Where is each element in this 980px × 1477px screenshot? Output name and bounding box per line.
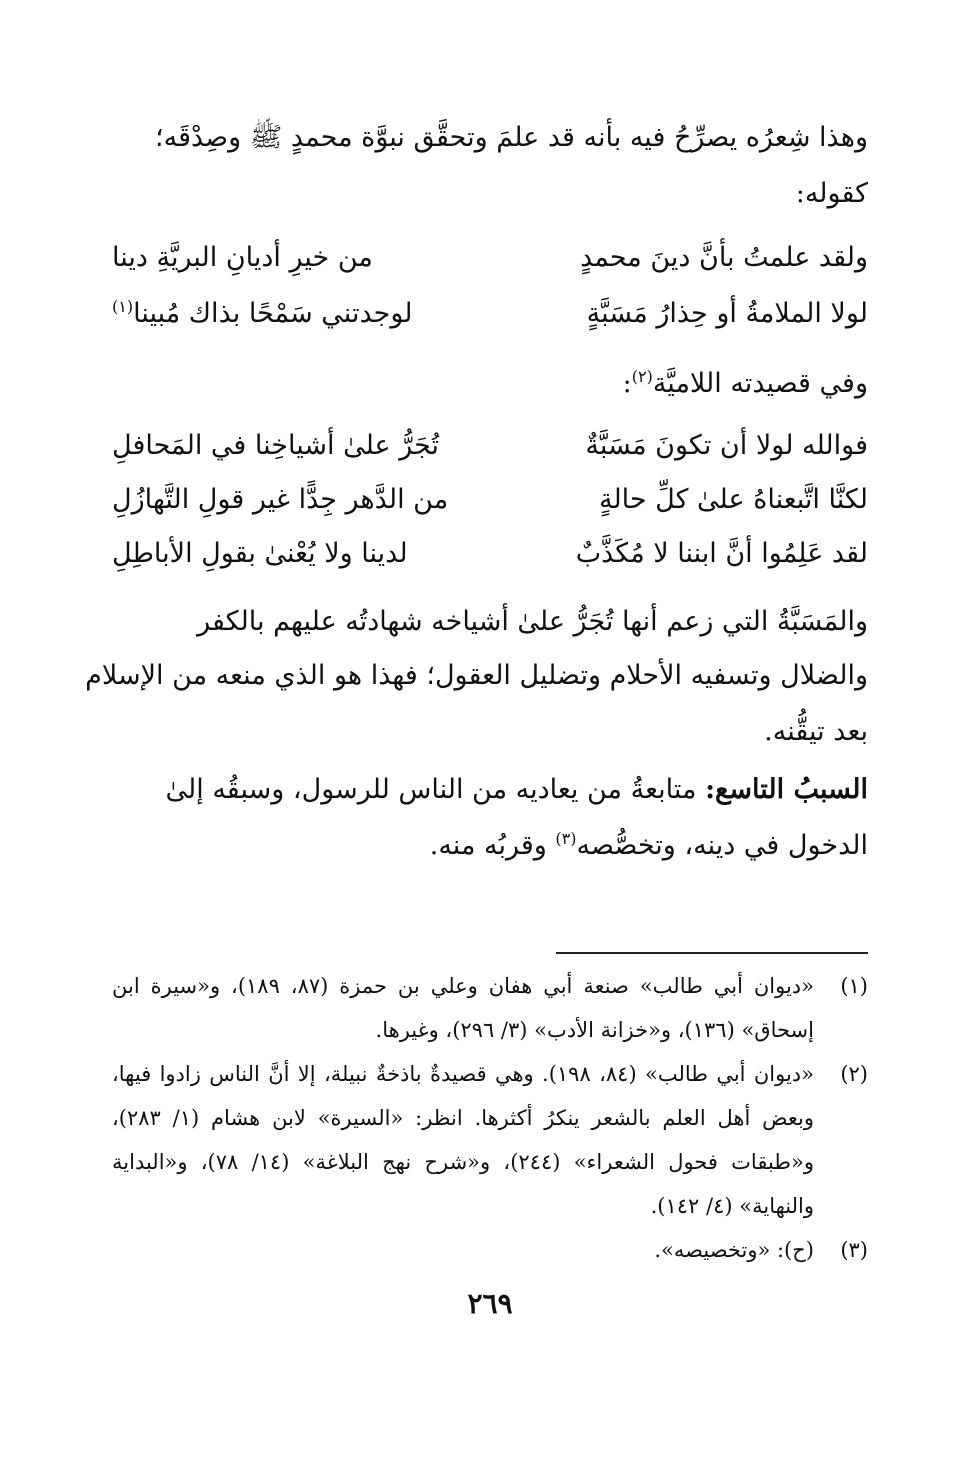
footnote-2 bbox=[112, 1052, 868, 1228]
explanation-line-1: والمَسَبَّةُ التي زعم أنها تُجَرُّ علىٰ أشياخه شهادتُه عليهم بالكفر bbox=[197, 606, 868, 637]
ninth-reason-line-2 bbox=[112, 826, 868, 866]
ninth-reason-text-start: الدخول في دينه، وتخصُّصه bbox=[576, 830, 868, 861]
verse-first-hemistich: لكنَّا اتَّبعناهُ علىٰ كلِّ حالةٍ bbox=[598, 484, 868, 515]
verse-second-hemistich bbox=[112, 292, 482, 336]
section-heading: السببُ التاسع: bbox=[705, 774, 868, 805]
verse-second-hemistich: من الدَّهر جِدًّا غير قولِ التَّهازُلِ bbox=[112, 484, 449, 515]
lamiyya-intro-colon: : bbox=[622, 368, 632, 399]
ninth-reason-text: متابعةُ من يعاديه من الناس للرسول، وسبقُه إلىٰ bbox=[165, 774, 697, 805]
intro-line-2: كقوله: bbox=[795, 178, 868, 209]
footnote-text: «ديوان أبي طالب» صنعة أبي هفان وعلي بن حمزة (٨٧، ١٨٩)، و«سيرة ابن إسحاق» (١٣٦)، و«خزانة الأدب» (٣/ ٢٩٦)، وغيرها. bbox=[112, 974, 815, 1042]
footnote-ref-3: (٣) bbox=[555, 829, 577, 848]
poem1-verse-1 bbox=[112, 236, 868, 280]
ninth-reason-line-1 bbox=[112, 770, 868, 810]
footnote-text: «ديوان أبي طالب» (٨٤، ١٩٨). وهي قصيدةٌ باذخةٌ نبيلة، إلا أنَّ الناس زادوا فيها، وبعض أهل العلم بالشعر ينكرُ أكثرها. انظر: «السيرة» لابن هشام (١/ ٢٨٣)، و«طبقات فحول الشعراء» (٢٤٤)، و«شرح نهج البلاغة» (١٤/ ٧٨)، و«البداية والنهاية» (٤/ ١٤٢). bbox=[112, 1062, 815, 1218]
verse-first-hemistich: ولقد علمتُ بأنَّ دينَ محمدٍ bbox=[580, 242, 868, 273]
verse-first-hemistich: لولا الملامةُ أو حِذارُ مَسَبَّةٍ bbox=[586, 298, 868, 329]
verse-first-hemistich: فوالله لولا أن تكونَ مَسَبَّةٌ bbox=[585, 430, 868, 461]
intro-line-1: وهذا شِعرُه يصرِّحُ فيه بأنه قد علمَ وتحقَّق نبوَّة محمدٍ ﷺ وصِدْقَه؛ bbox=[155, 122, 868, 153]
footnote-ref-2: (٢) bbox=[631, 367, 653, 386]
verse-second-hemistich: تُجَرُّ علىٰ أشياخِنا في المَحافلِ bbox=[112, 430, 440, 461]
explanation-line-3: بعد تيقُّنه. bbox=[764, 716, 868, 747]
footnote-number: (٢) bbox=[840, 1062, 868, 1086]
verse-second-hemistich: لدينا ولا يُعْنىٰ بقولِ الأباطِلِ bbox=[112, 538, 408, 569]
footnote-1 bbox=[112, 964, 868, 1052]
footnote-text: (ح): «وتخصيصه». bbox=[654, 1238, 814, 1262]
poem2-verse-1 bbox=[112, 424, 868, 468]
footnote-number: (١) bbox=[840, 974, 868, 998]
verse-hemistich-text: لوجدتني سَمْحًا بذاك مُبينا bbox=[133, 298, 413, 329]
ninth-reason-text-end: وقربُه منه. bbox=[429, 830, 547, 861]
lamiyya-intro-text: وفي قصيدته اللاميَّة bbox=[652, 368, 868, 399]
lamiyya-intro bbox=[112, 364, 868, 404]
poem1-verse-2 bbox=[112, 292, 868, 336]
poem2-verse-2 bbox=[112, 478, 868, 522]
verse-second-hemistich: من خيرِ أديانِ البريَّةِ دينا bbox=[112, 242, 373, 273]
verse-first-hemistich: لقد عَلِمُوا أنَّ ابننا لا مُكَذَّبٌ bbox=[575, 538, 868, 569]
footnote-3 bbox=[112, 1228, 868, 1272]
page-number: ٢٦٩ bbox=[467, 1287, 513, 1320]
footnote-separator bbox=[556, 952, 868, 954]
footnote-ref-1: (١) bbox=[112, 297, 134, 316]
explanation-line-2: والضلال وتسفيه الأحلام وتضليل العقول؛ فهذا هو الذي منعه من الإسلام bbox=[85, 660, 868, 691]
footnote-number: (٣) bbox=[840, 1238, 868, 1262]
poem2-verse-3 bbox=[112, 532, 868, 576]
